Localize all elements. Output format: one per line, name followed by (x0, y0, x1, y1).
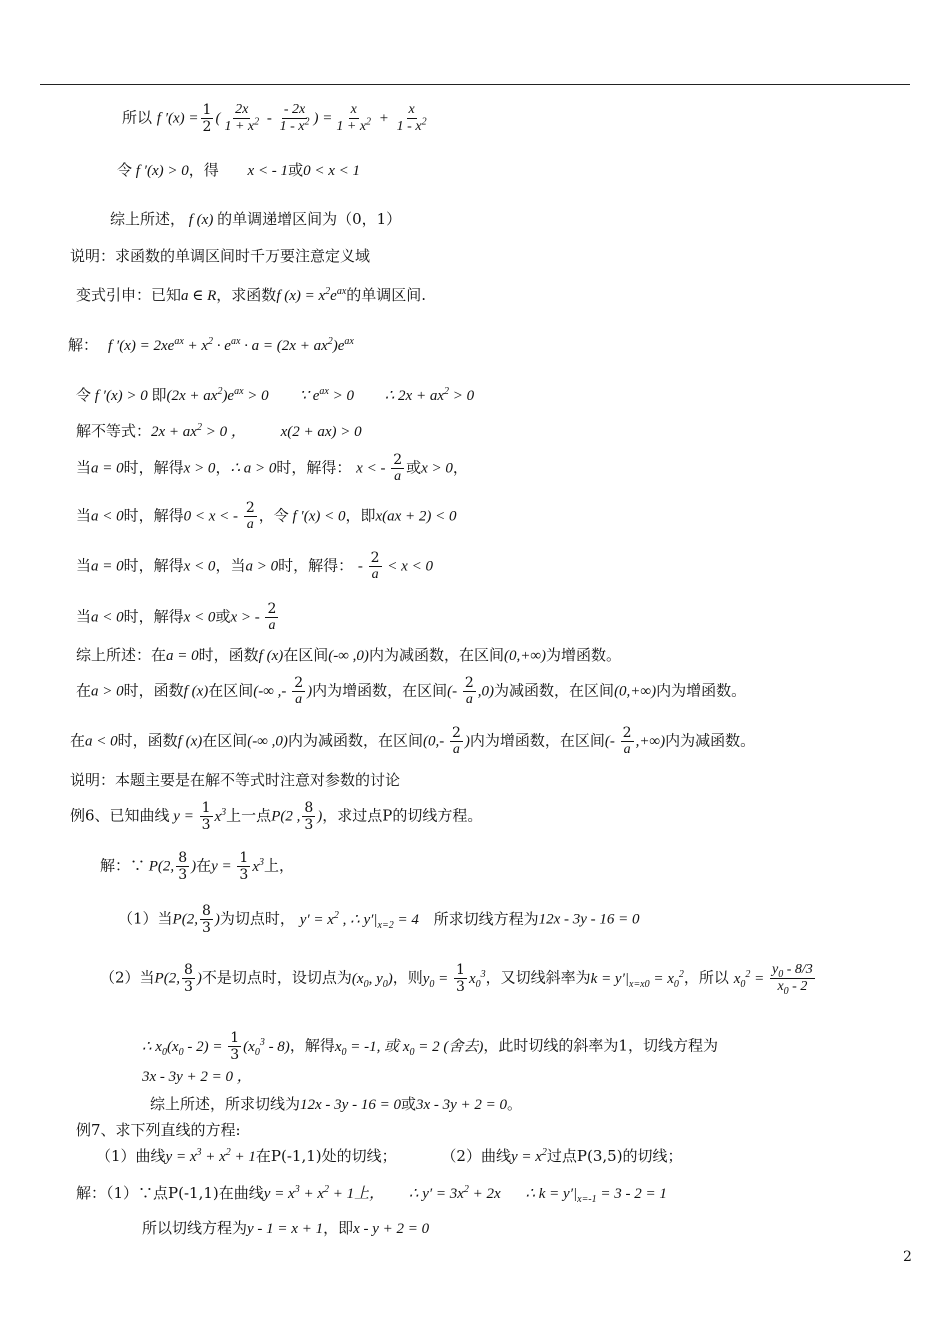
example-6-summary: 综上所述，所求切线为12x - 3y - 16 = 0或3x - 3y + 2 = 0。 (150, 1095, 523, 1113)
line-derivative: 所以 f ′(x) = $\frac{1}{2}$ ( $\frac{2x}{1 + x^2}$ - $\frac{- 2x}{1 - x^2}$ ) = $\frac{x}{1 + x^2}$ + $\frac{x}{1 - x^2}$ (122, 102, 427, 135)
line-note-2: 说明：本题主要是在解不等式时注意对参数的讨论 (70, 771, 401, 789)
example-6-solve: ∴ $x_0(x_0 - 2)$ = $\frac{1}{3}$ $(x_0^3 - 8)$，解得$x_0 = -1$, 或 $x_0 = 2$ (舍去)，此时切线的斜率为1，切线方程为 (142, 1030, 718, 1063)
page-number: 2 (903, 1249, 912, 1265)
line-case-4: 当a < 0时，解得x < 0或x > - $\frac{2}{a}$ (76, 601, 277, 633)
line-case-3: 当a = 0时，解得x < 0，当a > 0时，解得： - $\frac{2}{a}$ < x < 0 (76, 550, 433, 582)
line-summary-a-positive: 在a > 0时，函数f (x)在区间(-∞ ,- $\frac{2}{a}$ )内为增函数，在区间(- $\frac{2}{a}$ ,0)为减函数，在区间(0,+∞)内为增函数。 (76, 675, 747, 707)
example-7-tangent: 所以切线方程为y - 1 = x + 1，即x - y + 2 = 0 (142, 1219, 430, 1237)
line-summary-a-zero: 综上所述：在a = 0时，函数f (x)在区间(-∞ ,0)内为减函数，在区间(0,+∞)为增函数。 (76, 646, 622, 664)
line-variant: 变式引申：已知a ∈ R，求函数f $(x) = x^2e^{ax}$的单调区间. (76, 286, 427, 304)
line-solution-derivative: 解： f $'(x) = 2xe^{ax} + x^2 \cdot e^{ax} \cdot a = (2x + ax^2)e^{ax}$ (68, 336, 354, 354)
example-6-case-1: （1）当P(2, $\frac{8}{3}$ )为切点时， $y' = x^2$ , ∴ $y'|_{x=2} = 4$ 所求切线方程为12x - 3y - 16 = 0 (118, 903, 640, 936)
example-6-title: 例6、已知曲线 y = $\frac{1}{3}$ $x^3$上一点P(2 , $\frac{8}{3}$ )，求过点P的切线方程。 (70, 800, 483, 833)
example-7-title: 例7、求下列直线的方程: (76, 1121, 241, 1139)
line-summary-1: 综上所述， f (x) 的单调递增区间为（0，1） (110, 210, 402, 228)
example-6-solution: 解：∵ P(2, $\frac{8}{3}$ )在y = $\frac{1}{3}$ $x^3$上， (100, 850, 295, 883)
example-7-solution: 解：（1）∵点P(-1,1)在曲线$y = x^3 + x^2 + 1$上， ∴ $y' = 3x^2 + 2x$ ∴ $k = y'|_{x=-1} = 3 - 2 = 1$ (76, 1184, 667, 1205)
example-6-tangent-2: 3x - 3y + 2 = 0 ， (142, 1069, 252, 1085)
line-positive-derivative: 令 f ′(x) > 0，得 x < - 1或0 < x < 1 (117, 161, 360, 179)
line-note-1: 说明：求函数的单调区间时千万要注意定义域 (70, 247, 371, 265)
line-case-2: 当a < 0时，解得0 < x < - $\frac{2}{a}$ ，令 f ′(x) < 0，即x(ax + 2) < 0 (76, 500, 457, 532)
line-summary-a-negative: 在a < 0时，函数f (x)在区间(-∞ ,0)内为减函数，在区间(0,- $\frac{2}{a}$ )内为增函数，在区间(- $\frac{2}{a}$ ,+∞)内为减函数。 (70, 725, 756, 757)
example-6-case-2: （2）当P(2, $\frac{8}{3}$ )不是切点时，设切点为($x_0$, $y_0$)，则$y_0$ = $\frac{1}{3}$ $x_0^3$，又切线斜率为$k = y'|_{x=x0} = x_0^2$，所以 $x_0^2$ = $\frac{y_0 - 8/3}{x_0 - 2}$ (100, 962, 813, 997)
header-rule (40, 84, 910, 85)
line-solve-inequality: 解不等式：$2x + ax^2 > 0$ ， x(2 + ax) > 0 (76, 422, 362, 440)
line-case-1: 当a = 0时，解得x > 0，∴ a > 0时，解得： x < - $\frac{2}{a}$ 或x > 0， (76, 452, 468, 484)
example-7-parts: （1）曲线$y = x^3 + x^2 + 1$在P(-1,1)处的切线； （2）曲线$y = x^2$过点P(3,5)的切线； (96, 1147, 683, 1165)
line-inequality-setup: 令 f ′(x) > 0 即$(2x + ax^2)e^{ax} > 0$ ∵ $e^{ax} > 0$ ∴ $2x + ax^2 > 0$ (76, 386, 475, 404)
